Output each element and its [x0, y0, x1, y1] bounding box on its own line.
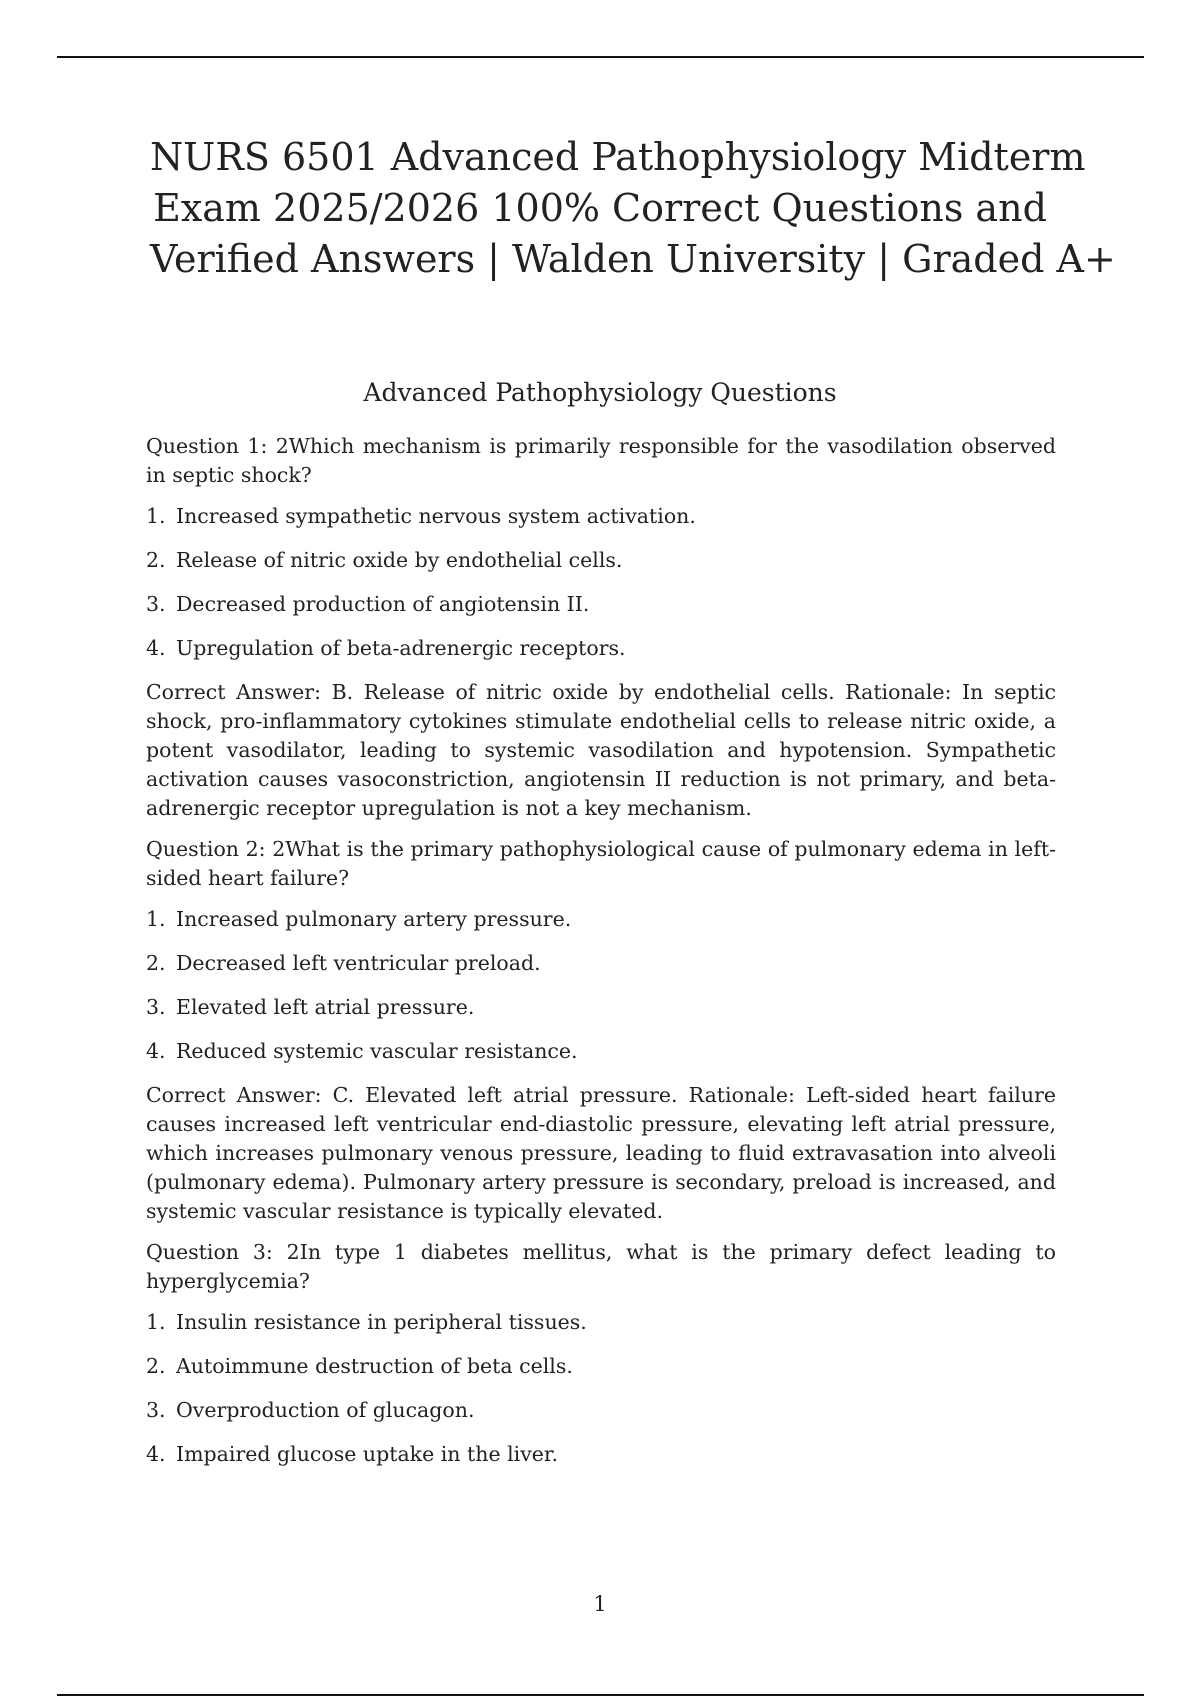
answer-options: [146, 502, 1056, 663]
option-number: 3.: [146, 1398, 166, 1422]
option-text: Decreased production of angiotensin II.: [176, 592, 590, 616]
option-item: [146, 949, 1056, 978]
option-number: 3.: [146, 592, 166, 616]
answer-options: [146, 905, 1056, 1066]
option-text: Decreased left ventricular preload.: [176, 951, 541, 975]
option-text: Overproduction of glucagon.: [176, 1398, 475, 1422]
option-item: [146, 1308, 1056, 1337]
question-block-3: [146, 1238, 1056, 1469]
title-line: Exam 2025/2026 100% Correct Questions and: [153, 186, 1047, 230]
option-item: [146, 1396, 1056, 1425]
option-item: [146, 590, 1056, 619]
option-text: Impaired glucose uptake in the liver.: [176, 1442, 558, 1466]
option-text: Reduced systemic vascular resistance.: [176, 1039, 578, 1063]
option-text: Increased sympathetic nervous system activation.: [176, 504, 696, 528]
option-text: Insulin resistance in peripheral tissues.: [176, 1310, 587, 1334]
title-line: Verified Answers | Walden University | Graded A+: [150, 237, 1116, 281]
question-text: Question 1: 2Which mechanism is primarily responsible for the vasodilation observed in septic shock?: [146, 434, 1056, 487]
answer-options: [146, 1308, 1056, 1469]
title-line: NURS 6501 Advanced Pathophysiology Midterm: [150, 135, 1086, 179]
option-item: [146, 502, 1056, 531]
option-text: Increased pulmonary artery pressure.: [176, 907, 572, 931]
option-item: [146, 1352, 1056, 1381]
option-item: [146, 1440, 1056, 1469]
document-title: [150, 132, 1116, 285]
option-item: [146, 905, 1056, 934]
question-block-2: [146, 835, 1056, 1226]
option-text: Release of nitric oxide by endothelial cells.: [176, 548, 623, 572]
question-text: Question 3: 2In type 1 diabetes mellitus, what is the primary defect leading to hyperglycemia?: [146, 1240, 1056, 1293]
document-body: [146, 432, 1056, 1484]
option-item: [146, 1037, 1056, 1066]
option-text: Elevated left atrial pressure.: [176, 995, 475, 1019]
bottom-rule: [57, 1694, 1144, 1696]
answer-rationale: Correct Answer: B. Release of nitric oxide by endothelial cells. Rationale: In septic shock, pro-inflammatory cytokines stimulate endothelial cells to release nitric oxide, a potent vasodilator, leading to systemic vasodilation and hypotension. Sympathetic activation causes vasoconstriction, angiotensin II reduction is not primary, and beta-adrenergic receptor upregulation is not a key mechanism.: [146, 680, 1056, 820]
option-item: [146, 546, 1056, 575]
top-rule: [57, 56, 1144, 58]
option-item: [146, 634, 1056, 663]
question-block-1: [146, 432, 1056, 823]
answer-rationale: Correct Answer: C. Elevated left atrial pressure. Rationale: Left-sided heart failure causes increased left ventricular end-diastolic pressure, elevating left atrial pressure, which increases pulmonary venous pressure, leading to fluid extravasation into alveoli (pulmonary edema). Pulmonary artery pressure is secondary, preload is increased, and systemic vascular resistance is typically elevated.: [146, 1083, 1056, 1223]
section-heading: Advanced Pathophysiology Questions: [363, 378, 837, 407]
option-text: Upregulation of beta-adrenergic receptors.: [176, 636, 626, 660]
question-text: Question 2: 2What is the primary pathophysiological cause of pulmonary edema in left-sided heart failure?: [146, 837, 1056, 890]
option-number: 1.: [146, 1310, 166, 1334]
option-number: 4.: [146, 636, 166, 660]
option-item: [146, 993, 1056, 1022]
option-number: 1.: [146, 907, 166, 931]
option-number: 4.: [146, 1039, 166, 1063]
option-number: 2.: [146, 548, 166, 572]
option-text: Autoimmune destruction of beta cells.: [176, 1354, 573, 1378]
option-number: 2.: [146, 951, 166, 975]
option-number: 3.: [146, 995, 166, 1019]
option-number: 1.: [146, 504, 166, 528]
option-number: 4.: [146, 1442, 166, 1466]
page-number: 1: [593, 1592, 607, 1616]
option-number: 2.: [146, 1354, 166, 1378]
